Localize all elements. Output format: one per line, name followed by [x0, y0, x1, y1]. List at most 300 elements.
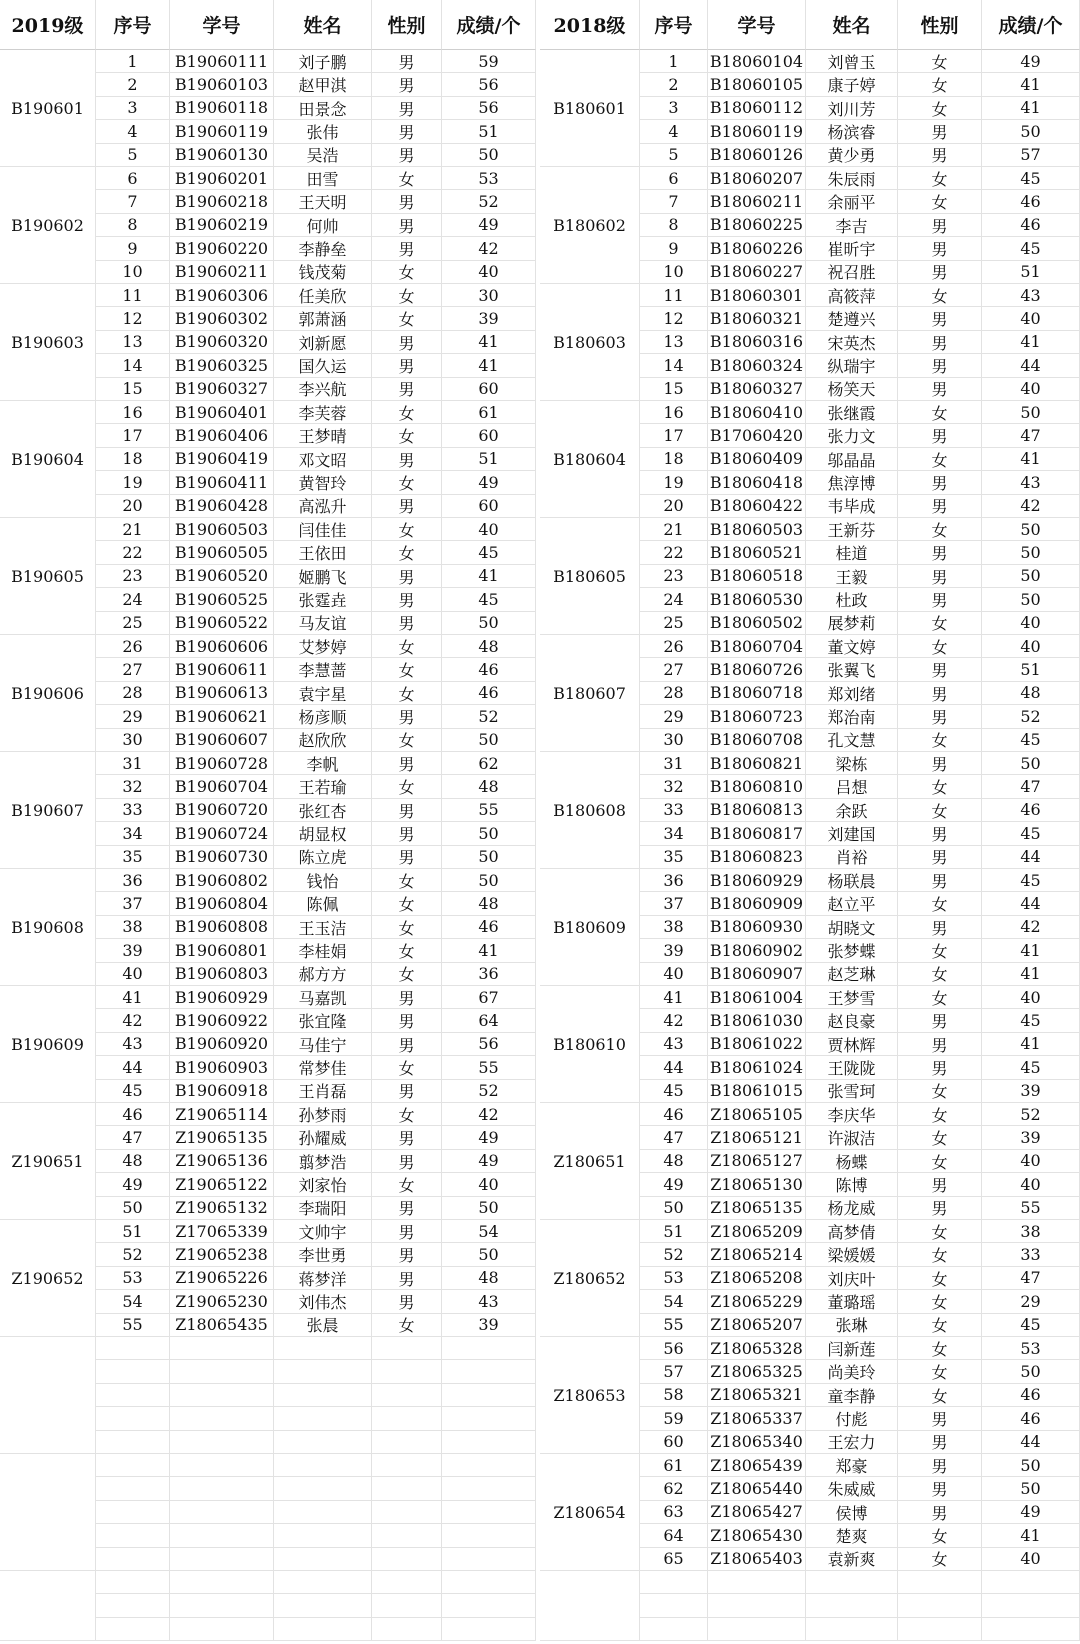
left-cell-seq[interactable] — [96, 1384, 170, 1407]
left-cell-seq[interactable]: 52 — [96, 1243, 170, 1266]
left-cell-seq[interactable]: 1 — [96, 50, 170, 73]
left-cell-gender[interactable] — [372, 1618, 442, 1641]
left-cell-gender[interactable]: 男 — [372, 331, 442, 354]
right-cell-name[interactable]: 韦毕成 — [806, 495, 898, 518]
left-cell-name[interactable]: 田景念 — [274, 97, 372, 120]
right-cell-student-id[interactable]: B18060226 — [708, 237, 806, 260]
right-cell-score[interactable]: 50 — [982, 1477, 1080, 1500]
right-cell-name[interactable]: 张翼飞 — [806, 658, 898, 681]
right-cell-seq[interactable]: 16 — [640, 401, 708, 424]
left-cell-gender[interactable]: 女 — [372, 939, 442, 962]
right-cell-gender[interactable]: 男 — [898, 1431, 982, 1454]
left-class-cell[interactable]: B190608 — [0, 869, 96, 986]
left-cell-score[interactable]: 49 — [442, 1126, 536, 1149]
right-cell-seq[interactable]: 2 — [640, 73, 708, 96]
left-cell-score[interactable]: 53 — [442, 167, 536, 190]
right-cell-gender[interactable]: 男 — [898, 588, 982, 611]
right-cell-seq[interactable] — [640, 1571, 708, 1594]
right-cell-seq[interactable]: 38 — [640, 916, 708, 939]
right-cell-score[interactable]: 45 — [982, 167, 1080, 190]
right-cell-seq[interactable]: 17 — [640, 424, 708, 447]
right-cell-gender[interactable]: 女 — [898, 1548, 982, 1571]
left-cell-student-id[interactable]: B19060302 — [170, 307, 274, 330]
right-cell-score[interactable]: 47 — [982, 1267, 1080, 1290]
left-cell-score[interactable] — [442, 1337, 536, 1360]
left-cell-gender[interactable]: 女 — [372, 471, 442, 494]
left-cell-student-id[interactable]: B19060522 — [170, 612, 274, 635]
left-cell-gender[interactable]: 男 — [372, 214, 442, 237]
right-cell-seq[interactable]: 37 — [640, 892, 708, 915]
left-cell-score[interactable]: 48 — [442, 775, 536, 798]
right-cell-gender[interactable]: 女 — [898, 1103, 982, 1126]
left-cell-seq[interactable] — [96, 1407, 170, 1430]
right-cell-name[interactable]: 赵良豪 — [806, 1009, 898, 1032]
left-cell-score[interactable]: 39 — [442, 307, 536, 330]
right-cell-student-id[interactable]: Z18065325 — [708, 1360, 806, 1383]
left-cell-score[interactable]: 49 — [442, 471, 536, 494]
right-cell-name[interactable] — [806, 1618, 898, 1641]
left-cell-name[interactable]: 张红杏 — [274, 799, 372, 822]
left-cell-gender[interactable]: 女 — [372, 1103, 442, 1126]
right-cell-student-id[interactable]: B18060207 — [708, 167, 806, 190]
right-cell-student-id[interactable]: Z18065321 — [708, 1384, 806, 1407]
left-cell-score[interactable]: 45 — [442, 588, 536, 611]
right-cell-gender[interactable]: 男 — [898, 541, 982, 564]
right-cell-student-id[interactable]: B18060810 — [708, 775, 806, 798]
right-cell-gender[interactable]: 男 — [898, 378, 982, 401]
right-cell-seq[interactable]: 15 — [640, 378, 708, 401]
left-cell-score[interactable]: 46 — [442, 658, 536, 681]
left-cell-seq[interactable]: 2 — [96, 73, 170, 96]
right-cell-seq[interactable]: 55 — [640, 1314, 708, 1337]
right-cell-seq[interactable]: 40 — [640, 963, 708, 986]
left-cell-name[interactable]: 李静垒 — [274, 237, 372, 260]
left-cell-seq[interactable]: 54 — [96, 1290, 170, 1313]
left-cell-seq[interactable]: 45 — [96, 1080, 170, 1103]
right-cell-name[interactable]: 杜政 — [806, 588, 898, 611]
left-cell-seq[interactable]: 48 — [96, 1150, 170, 1173]
left-class-cell[interactable]: B190602 — [0, 167, 96, 284]
left-cell-gender[interactable]: 女 — [372, 401, 442, 424]
right-cell-seq[interactable]: 22 — [640, 541, 708, 564]
left-cell-name[interactable]: 陈立虎 — [274, 846, 372, 869]
right-cell-score[interactable]: 46 — [982, 799, 1080, 822]
right-cell-name[interactable]: 邬晶晶 — [806, 448, 898, 471]
right-cell-gender[interactable]: 男 — [898, 1173, 982, 1196]
left-cell-name[interactable]: 钱怡 — [274, 869, 372, 892]
right-cell-name[interactable]: 桂道 — [806, 541, 898, 564]
left-cell-student-id[interactable]: B19060607 — [170, 729, 274, 752]
right-cell-student-id[interactable]: B18060823 — [708, 846, 806, 869]
left-cell-student-id[interactable]: B19060201 — [170, 167, 274, 190]
right-cell-seq[interactable]: 54 — [640, 1290, 708, 1313]
right-cell-seq[interactable]: 31 — [640, 752, 708, 775]
left-cell-seq[interactable]: 30 — [96, 729, 170, 752]
left-cell-score[interactable]: 56 — [442, 73, 536, 96]
right-cell-score[interactable]: 50 — [982, 120, 1080, 143]
right-cell-score[interactable]: 45 — [982, 822, 1080, 845]
right-cell-student-id[interactable] — [708, 1594, 806, 1617]
right-cell-seq[interactable]: 50 — [640, 1197, 708, 1220]
right-cell-student-id[interactable]: B18060718 — [708, 682, 806, 705]
left-header-name[interactable]: 姓名 — [274, 0, 372, 50]
right-cell-gender[interactable]: 女 — [898, 963, 982, 986]
left-cell-name[interactable]: 李桂娟 — [274, 939, 372, 962]
left-cell-name[interactable]: 赵甲淇 — [274, 73, 372, 96]
right-class-cell[interactable]: Z180651 — [540, 1103, 640, 1220]
right-cell-score[interactable]: 44 — [982, 1431, 1080, 1454]
left-cell-gender[interactable] — [372, 1337, 442, 1360]
left-cell-name[interactable] — [274, 1384, 372, 1407]
left-cell-name[interactable] — [274, 1431, 372, 1454]
left-cell-seq[interactable]: 22 — [96, 541, 170, 564]
right-cell-gender[interactable]: 男 — [898, 214, 982, 237]
left-cell-student-id[interactable]: B19060903 — [170, 1056, 274, 1079]
right-cell-student-id[interactable] — [708, 1618, 806, 1641]
left-cell-name[interactable] — [274, 1337, 372, 1360]
left-cell-student-id[interactable]: B19060327 — [170, 378, 274, 401]
left-cell-gender[interactable] — [372, 1548, 442, 1571]
right-cell-student-id[interactable]: B18060708 — [708, 729, 806, 752]
left-cell-student-id[interactable]: B19060219 — [170, 214, 274, 237]
left-cell-student-id[interactable]: B19060406 — [170, 424, 274, 447]
right-cell-gender[interactable]: 女 — [898, 1080, 982, 1103]
right-cell-name[interactable]: 孔文慧 — [806, 729, 898, 752]
left-cell-score[interactable]: 40 — [442, 518, 536, 541]
right-cell-score[interactable] — [982, 1618, 1080, 1641]
left-cell-seq[interactable]: 37 — [96, 892, 170, 915]
right-cell-score[interactable]: 41 — [982, 939, 1080, 962]
right-cell-student-id[interactable]: B18060521 — [708, 541, 806, 564]
left-cell-gender[interactable]: 男 — [372, 846, 442, 869]
right-cell-seq[interactable]: 44 — [640, 1056, 708, 1079]
right-cell-gender[interactable]: 男 — [898, 869, 982, 892]
left-cell-name[interactable]: 张霆垚 — [274, 588, 372, 611]
left-cell-gender[interactable]: 男 — [372, 120, 442, 143]
right-cell-gender[interactable]: 女 — [898, 1290, 982, 1313]
left-cell-name[interactable]: 翦梦浩 — [274, 1150, 372, 1173]
right-cell-gender[interactable]: 男 — [898, 120, 982, 143]
left-cell-gender[interactable]: 女 — [372, 729, 442, 752]
left-cell-gender[interactable]: 女 — [372, 284, 442, 307]
left-cell-gender[interactable]: 男 — [372, 73, 442, 96]
right-cell-student-id[interactable]: B18060410 — [708, 401, 806, 424]
right-cell-gender[interactable]: 女 — [898, 1524, 982, 1547]
left-cell-student-id[interactable]: B19060505 — [170, 541, 274, 564]
right-cell-seq[interactable]: 30 — [640, 729, 708, 752]
left-cell-score[interactable]: 50 — [442, 1243, 536, 1266]
right-cell-student-id[interactable]: Z18065127 — [708, 1150, 806, 1173]
right-cell-gender[interactable]: 男 — [898, 495, 982, 518]
right-cell-name[interactable]: 郑豪 — [806, 1454, 898, 1477]
right-cell-score[interactable]: 44 — [982, 892, 1080, 915]
right-cell-name[interactable]: 崔昕宇 — [806, 237, 898, 260]
right-cell-name[interactable]: 侯博 — [806, 1501, 898, 1524]
left-cell-student-id[interactable]: B19060320 — [170, 331, 274, 354]
left-cell-gender[interactable]: 男 — [372, 799, 442, 822]
left-cell-name[interactable]: 李瑞阳 — [274, 1197, 372, 1220]
left-cell-score[interactable]: 52 — [442, 705, 536, 728]
right-cell-score[interactable]: 46 — [982, 1384, 1080, 1407]
left-cell-score[interactable]: 61 — [442, 401, 536, 424]
left-cell-name[interactable]: 马友谊 — [274, 612, 372, 635]
left-cell-name[interactable]: 李帆 — [274, 752, 372, 775]
left-cell-seq[interactable]: 41 — [96, 986, 170, 1009]
right-cell-name[interactable]: 吕想 — [806, 775, 898, 798]
right-cell-student-id[interactable] — [708, 1571, 806, 1594]
right-cell-seq[interactable]: 58 — [640, 1384, 708, 1407]
left-cell-gender[interactable]: 男 — [372, 1197, 442, 1220]
right-cell-score[interactable]: 40 — [982, 1150, 1080, 1173]
left-cell-seq[interactable]: 9 — [96, 237, 170, 260]
right-cell-name[interactable]: 李庆华 — [806, 1103, 898, 1126]
right-cell-score[interactable]: 40 — [982, 612, 1080, 635]
right-cell-gender[interactable]: 女 — [898, 939, 982, 962]
left-cell-name[interactable]: 孙耀威 — [274, 1126, 372, 1149]
left-header-student-id[interactable]: 学号 — [170, 0, 274, 50]
left-cell-seq[interactable]: 8 — [96, 214, 170, 237]
left-cell-name[interactable] — [274, 1360, 372, 1383]
right-cell-seq[interactable]: 5 — [640, 144, 708, 167]
right-cell-seq[interactable] — [640, 1594, 708, 1617]
left-cell-student-id[interactable]: Z19065230 — [170, 1290, 274, 1313]
right-cell-name[interactable]: 余跃 — [806, 799, 898, 822]
left-cell-student-id[interactable]: B19060920 — [170, 1033, 274, 1056]
left-cell-gender[interactable] — [372, 1407, 442, 1430]
right-cell-score[interactable]: 45 — [982, 1009, 1080, 1032]
right-cell-student-id[interactable]: Z18065105 — [708, 1103, 806, 1126]
right-cell-gender[interactable]: 男 — [898, 1501, 982, 1524]
left-cell-student-id[interactable]: Z19065132 — [170, 1197, 274, 1220]
right-header-score[interactable]: 成绩/个 — [982, 0, 1080, 50]
left-class-cell[interactable]: B190604 — [0, 401, 96, 518]
left-cell-score[interactable] — [442, 1571, 536, 1594]
right-cell-gender[interactable]: 女 — [898, 612, 982, 635]
left-cell-seq[interactable]: 50 — [96, 1197, 170, 1220]
left-cell-gender[interactable]: 男 — [372, 986, 442, 1009]
left-cell-student-id[interactable]: B19060218 — [170, 190, 274, 213]
left-cell-name[interactable]: 王若瑜 — [274, 775, 372, 798]
left-cell-score[interactable]: 52 — [442, 1080, 536, 1103]
left-cell-student-id[interactable]: Z17065339 — [170, 1220, 274, 1243]
right-cell-gender[interactable]: 女 — [898, 97, 982, 120]
left-cell-score[interactable]: 50 — [442, 1197, 536, 1220]
left-cell-gender[interactable]: 男 — [372, 822, 442, 845]
left-cell-student-id[interactable]: B19060611 — [170, 658, 274, 681]
left-cell-name[interactable]: 任美欣 — [274, 284, 372, 307]
right-cell-seq[interactable]: 63 — [640, 1501, 708, 1524]
right-cell-name[interactable]: 高梦倩 — [806, 1220, 898, 1243]
right-cell-student-id[interactable]: B18061024 — [708, 1056, 806, 1079]
right-cell-gender[interactable]: 男 — [898, 705, 982, 728]
left-cell-score[interactable]: 48 — [442, 1267, 536, 1290]
left-cell-name[interactable]: 田雪 — [274, 167, 372, 190]
left-cell-gender[interactable]: 女 — [372, 963, 442, 986]
left-cell-seq[interactable]: 53 — [96, 1267, 170, 1290]
left-cell-seq[interactable]: 49 — [96, 1173, 170, 1196]
right-cell-student-id[interactable]: Z18065135 — [708, 1197, 806, 1220]
left-cell-gender[interactable]: 男 — [372, 448, 442, 471]
right-header-gender[interactable]: 性别 — [898, 0, 982, 50]
left-cell-gender[interactable]: 男 — [372, 588, 442, 611]
left-cell-name[interactable]: 李兴航 — [274, 378, 372, 401]
right-cell-student-id[interactable]: Z18065121 — [708, 1126, 806, 1149]
left-header-score[interactable]: 成绩/个 — [442, 0, 536, 50]
left-cell-student-id[interactable] — [170, 1548, 274, 1571]
left-cell-student-id[interactable]: B19060130 — [170, 144, 274, 167]
right-cell-score[interactable]: 51 — [982, 261, 1080, 284]
left-cell-student-id[interactable] — [170, 1477, 274, 1500]
right-cell-seq[interactable] — [640, 1618, 708, 1641]
left-cell-gender[interactable]: 男 — [372, 1220, 442, 1243]
left-cell-seq[interactable]: 17 — [96, 424, 170, 447]
left-cell-name[interactable]: 何帅 — [274, 214, 372, 237]
right-cell-name[interactable]: 高筱萍 — [806, 284, 898, 307]
right-cell-score[interactable]: 46 — [982, 214, 1080, 237]
left-cell-student-id[interactable]: B19060929 — [170, 986, 274, 1009]
right-cell-student-id[interactable]: B18060327 — [708, 378, 806, 401]
right-cell-seq[interactable]: 10 — [640, 261, 708, 284]
left-cell-gender[interactable]: 男 — [372, 1033, 442, 1056]
right-cell-gender[interactable]: 男 — [898, 144, 982, 167]
left-cell-seq[interactable] — [96, 1618, 170, 1641]
right-cell-name[interactable]: 王毅 — [806, 565, 898, 588]
left-cell-score[interactable]: 51 — [442, 120, 536, 143]
right-cell-seq[interactable]: 62 — [640, 1477, 708, 1500]
left-cell-gender[interactable]: 男 — [372, 705, 442, 728]
right-cell-score[interactable]: 50 — [982, 752, 1080, 775]
left-cell-score[interactable]: 67 — [442, 986, 536, 1009]
right-cell-gender[interactable]: 男 — [898, 1454, 982, 1477]
left-cell-score[interactable]: 56 — [442, 1033, 536, 1056]
left-cell-student-id[interactable]: B19060720 — [170, 799, 274, 822]
left-cell-score[interactable]: 54 — [442, 1220, 536, 1243]
left-cell-name[interactable]: 刘子鹏 — [274, 50, 372, 73]
left-cell-seq[interactable] — [96, 1337, 170, 1360]
right-cell-name[interactable]: 杨滨睿 — [806, 120, 898, 143]
right-cell-name[interactable] — [806, 1594, 898, 1617]
left-cell-score[interactable] — [442, 1594, 536, 1617]
right-cell-student-id[interactable]: B18060104 — [708, 50, 806, 73]
right-cell-gender[interactable]: 男 — [898, 1009, 982, 1032]
left-cell-gender[interactable]: 女 — [372, 1314, 442, 1337]
left-cell-gender[interactable] — [372, 1384, 442, 1407]
right-cell-name[interactable]: 贾林辉 — [806, 1033, 898, 1056]
right-cell-student-id[interactable]: B18060530 — [708, 588, 806, 611]
right-cell-gender[interactable]: 男 — [898, 424, 982, 447]
left-year-header[interactable]: 2019级 — [0, 0, 96, 50]
left-cell-seq[interactable]: 33 — [96, 799, 170, 822]
left-cell-name[interactable]: 孙梦雨 — [274, 1103, 372, 1126]
right-cell-student-id[interactable]: B18060112 — [708, 97, 806, 120]
left-cell-name[interactable]: 常梦佳 — [274, 1056, 372, 1079]
left-cell-gender[interactable]: 女 — [372, 167, 442, 190]
right-cell-gender[interactable]: 女 — [898, 1314, 982, 1337]
right-cell-name[interactable]: 童李静 — [806, 1384, 898, 1407]
left-cell-student-id[interactable] — [170, 1360, 274, 1383]
right-cell-name[interactable]: 梁媛媛 — [806, 1243, 898, 1266]
left-cell-name[interactable]: 吴浩 — [274, 144, 372, 167]
right-cell-score[interactable] — [982, 1571, 1080, 1594]
left-cell-seq[interactable]: 11 — [96, 284, 170, 307]
left-cell-gender[interactable]: 男 — [372, 1009, 442, 1032]
right-cell-name[interactable]: 朱辰雨 — [806, 167, 898, 190]
left-cell-seq[interactable]: 28 — [96, 682, 170, 705]
left-cell-student-id[interactable]: B19060613 — [170, 682, 274, 705]
left-cell-name[interactable]: 闫佳佳 — [274, 518, 372, 541]
right-cell-seq[interactable]: 51 — [640, 1220, 708, 1243]
right-cell-gender[interactable]: 女 — [898, 1150, 982, 1173]
right-cell-score[interactable]: 47 — [982, 775, 1080, 798]
right-cell-score[interactable]: 40 — [982, 1548, 1080, 1571]
right-cell-name[interactable]: 宋英杰 — [806, 331, 898, 354]
right-cell-student-id[interactable]: B18060418 — [708, 471, 806, 494]
left-cell-gender[interactable]: 男 — [372, 1243, 442, 1266]
right-cell-student-id[interactable]: Z18065430 — [708, 1524, 806, 1547]
right-cell-student-id[interactable]: B18060119 — [708, 120, 806, 143]
right-class-cell[interactable]: B180610 — [540, 986, 640, 1103]
left-cell-student-id[interactable] — [170, 1618, 274, 1641]
right-cell-name[interactable]: 楚遵兴 — [806, 307, 898, 330]
left-cell-score[interactable]: 49 — [442, 214, 536, 237]
left-cell-score[interactable]: 50 — [442, 869, 536, 892]
right-cell-seq[interactable]: 3 — [640, 97, 708, 120]
left-cell-seq[interactable]: 16 — [96, 401, 170, 424]
right-cell-gender[interactable]: 男 — [898, 916, 982, 939]
left-class-cell[interactable]: Z190652 — [0, 1220, 96, 1337]
left-cell-score[interactable]: 41 — [442, 354, 536, 377]
left-class-cell[interactable]: B190607 — [0, 752, 96, 869]
left-cell-name[interactable]: 黄智玲 — [274, 471, 372, 494]
right-cell-score[interactable]: 50 — [982, 518, 1080, 541]
left-cell-seq[interactable]: 42 — [96, 1009, 170, 1032]
left-class-cell[interactable]: B190609 — [0, 986, 96, 1103]
left-cell-student-id[interactable]: B19060724 — [170, 822, 274, 845]
right-cell-gender[interactable]: 男 — [898, 1477, 982, 1500]
left-cell-gender[interactable] — [372, 1594, 442, 1617]
right-cell-student-id[interactable]: Z18065209 — [708, 1220, 806, 1243]
left-cell-seq[interactable]: 43 — [96, 1033, 170, 1056]
left-cell-score[interactable]: 40 — [442, 1173, 536, 1196]
left-class-cell[interactable]: B190603 — [0, 284, 96, 401]
left-cell-gender[interactable]: 女 — [372, 916, 442, 939]
left-cell-name[interactable] — [274, 1407, 372, 1430]
right-cell-gender[interactable]: 男 — [898, 261, 982, 284]
left-cell-gender[interactable]: 男 — [372, 97, 442, 120]
right-cell-student-id[interactable]: Z18065229 — [708, 1290, 806, 1313]
right-cell-seq[interactable]: 34 — [640, 822, 708, 845]
right-cell-seq[interactable]: 29 — [640, 705, 708, 728]
right-cell-score[interactable]: 50 — [982, 565, 1080, 588]
left-class-cell[interactable]: B190606 — [0, 635, 96, 752]
right-cell-gender[interactable]: 男 — [898, 471, 982, 494]
right-cell-name[interactable]: 袁新爽 — [806, 1548, 898, 1571]
right-cell-score[interactable]: 43 — [982, 471, 1080, 494]
right-cell-seq[interactable]: 46 — [640, 1103, 708, 1126]
right-cell-student-id[interactable]: Z18065337 — [708, 1407, 806, 1430]
right-cell-score[interactable]: 53 — [982, 1337, 1080, 1360]
right-cell-name[interactable]: 肖裕 — [806, 846, 898, 869]
left-cell-score[interactable]: 42 — [442, 237, 536, 260]
right-cell-name[interactable]: 郑刘绪 — [806, 682, 898, 705]
right-cell-score[interactable]: 40 — [982, 635, 1080, 658]
left-cell-seq[interactable]: 14 — [96, 354, 170, 377]
left-cell-student-id[interactable]: B19060606 — [170, 635, 274, 658]
left-cell-score[interactable] — [442, 1477, 536, 1500]
left-cell-student-id[interactable]: B19060401 — [170, 401, 274, 424]
left-cell-student-id[interactable]: Z19065122 — [170, 1173, 274, 1196]
right-cell-score[interactable]: 45 — [982, 869, 1080, 892]
